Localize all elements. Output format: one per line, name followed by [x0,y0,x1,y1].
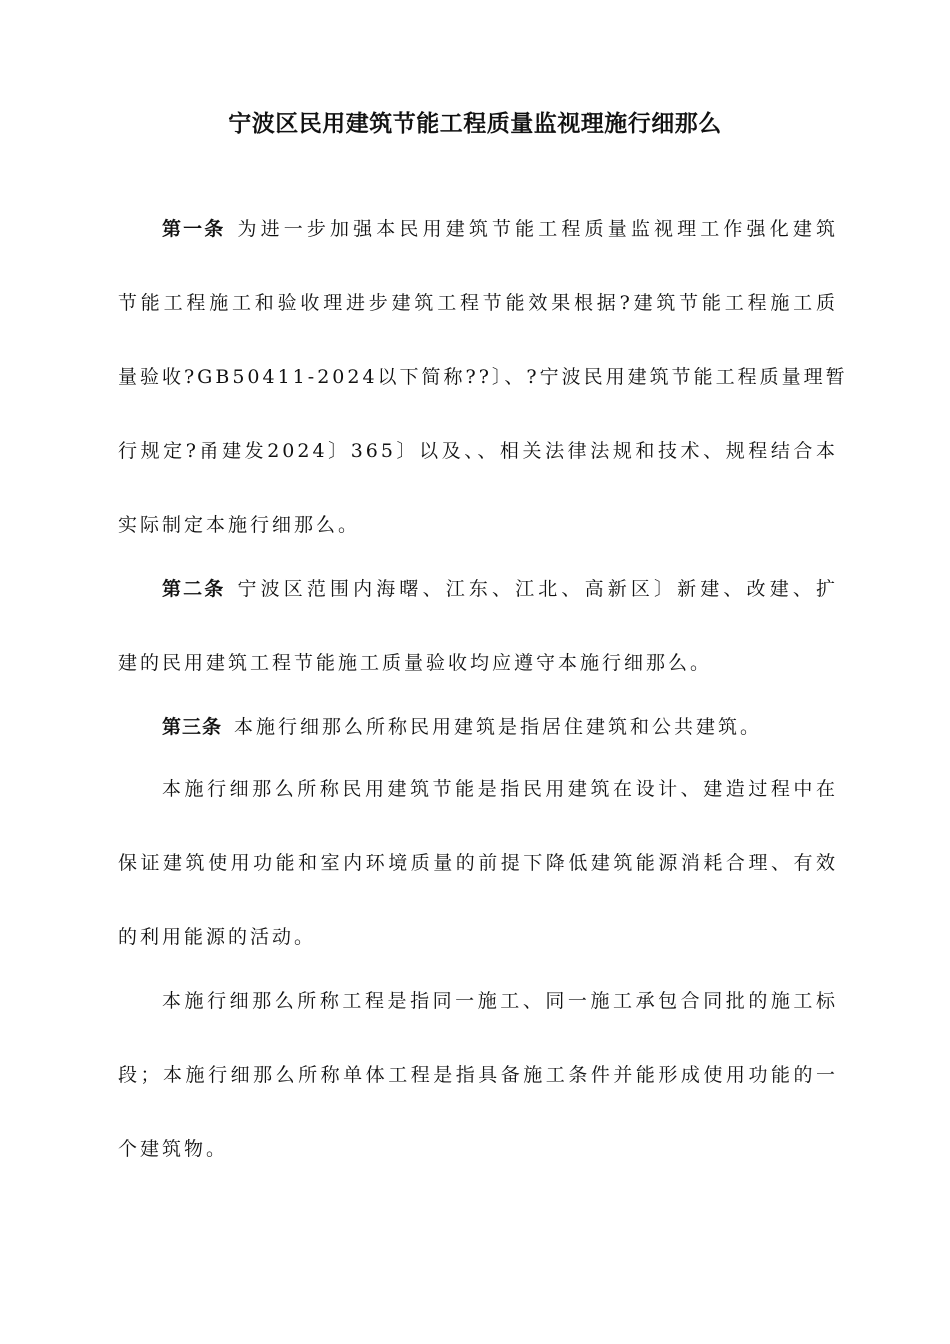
article-2-line-1 [162,574,838,604]
paragraph-2-line-1: 本施行细那么所称工程是指同一施工、同一施工承包合同批的施工标 [162,990,838,1012]
paragraph-1-line-1: 本施行细那么所称民用建筑节能是指民用建筑在设计、建造过程中在 [162,778,838,800]
article-2-text-1: 宁波区范围内海曙、江东、江北、高新区〕新建、改建、扩 [237,578,838,600]
article-1-line-5: 实际制定本施行细那么。 [118,514,361,536]
article-3-text-1: 本施行细那么所称民用建筑是指居住建筑和公共建筑。 [234,716,763,738]
paragraph-2-line-3: 个建筑物。 [118,1138,229,1160]
article-1-line-1 [162,214,838,244]
article-1-line-2: 节能工程施工和验收理进步建筑工程节能效果根据?建筑节能工程施工质 [118,292,838,314]
article-1-number: 第一条 [162,218,226,240]
paragraph-1-line-2: 保证建筑使用功能和室内环境质量的前提下降低建筑能源消耗合理、有效 [118,852,838,874]
article-1-text-1: 为进一步加强本民用建筑节能工程质量监视理工作强化建筑 [237,218,838,240]
article-1-line-3: 量验收?GB50411-2024以下简称??〕、?宁波民用建筑节能工程质量理暂 [118,366,848,388]
article-3-line-1 [162,712,838,742]
article-3-number: 第三条 [162,716,223,738]
paragraph-2-line-2: 段；本施行细那么所称单体工程是指具备施工条件并能形成使用功能的一 [118,1064,838,1086]
article-1-line-4: 行规定?甬建发2024〕365〕以及、、相关法律法规和技术、规程结合本 [118,440,838,462]
document-title: 宁波区民用建筑节能工程质量监视理施行细那么 [228,111,722,137]
article-2-number: 第二条 [162,578,226,600]
article-2-line-2: 建的民用建筑工程节能施工质量验收均应遵守本施行细那么。 [118,652,713,674]
paragraph-1-line-3: 的利用能源的活动。 [118,926,317,948]
